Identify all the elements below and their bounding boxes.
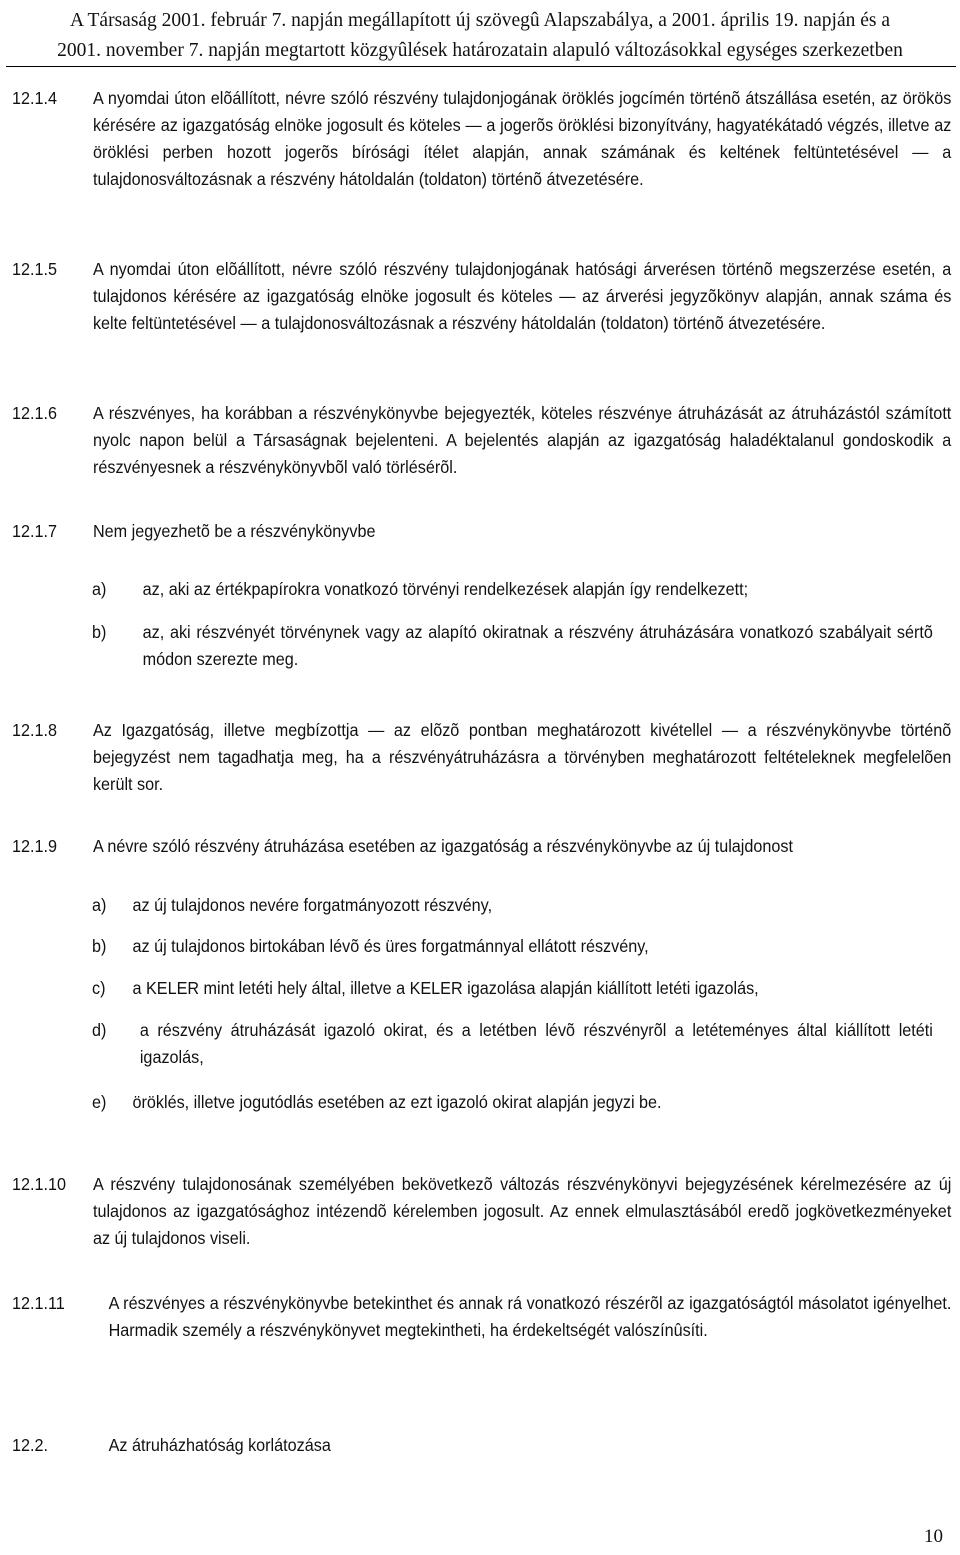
section-12-1-4 [12,85,951,193]
section-12-1-10 [12,1171,951,1252]
section-12-2 [12,1432,951,1459]
section-number: 12.1.4 [12,88,58,108]
section-number: 12.1.9 [12,836,58,856]
section-12-1-9 [12,833,951,860]
section-number: 12.1.6 [12,403,58,423]
section-text: Az Igazgatóság, illetve megbízottja — az elõzõ pontban meghatározott kivétellel — a részvénykönyvbe történõ bejegyzést nem tagadhatja meg, ha a részvényátruházásra a törvényben meghatározott feltételeknek megfelelõen került sor. [92,720,952,794]
section-number: 12.1.7 [12,521,58,541]
list-item [92,1017,933,1071]
section-number: 12.2. [12,1435,49,1455]
list-item-text: az, aki részvényét törvénynek vagy az alapító okiratnak a részvény átruházására vonatkozó szabályait sértõ módon szerezte meg. [142,622,933,669]
section-12-1-6 [12,400,951,481]
section-text: Nem jegyezhetõ be a részvénykönyvbe [92,521,376,541]
section-number: 12.1.8 [12,720,58,740]
list-item [92,1089,933,1116]
list-item-text: az új tulajdonos nevére forgatmányozott részvény, [132,895,493,915]
list-item-label: a) [92,579,107,599]
list-item-text: a KELER mint letéti hely által, illetve a KELER igazolása alapján kiállított letéti igazolás, [132,978,759,998]
list-item-label: c) [92,978,106,998]
section-number: 12.1.11 [12,1293,65,1313]
header-line-2: 2001. november 7. napján megtartott közgyûlések határozatain alapuló változásokkal egységes szerkezetben [57,40,903,61]
list-item-text: az új tulajdonos birtokában lévõ és üres forgatmánnyal ellátott részvény, [132,936,649,956]
header-line-1: A Társaság 2001. február 7. napján megállapított új szövegû Alapszabálya, a 2001. április 19. napján és a [69,10,891,31]
list-item [92,933,933,960]
section-text: A nyomdai úton elõállított, névre szóló részvény tulajdonjogának hatósági árverésen történõ megszerzése esetén, a tulajdonos kérésére az igazgatóság elnöke jogosult és köteles — az árverési jegyzõkönyv alapján, annak száma és kelte feltüntetésével — a tulajdonosváltozásnak a részvény hátoldalán (toldaton) történõ átvezetésére. [92,259,952,333]
list-item-label: e) [92,1092,107,1112]
section-12-1-11 [12,1290,951,1344]
list-item-text: az, aki az értékpapírokra vonatkozó törvényi rendelkezések alapján így rendelkezett; [142,579,749,599]
list-item-label: b) [92,622,107,642]
section-number: 12.1.5 [12,259,58,279]
section-12-1-8 [12,717,951,798]
list-item [92,576,933,603]
section-12-1-7 [12,518,951,545]
section-heading: Az átruházhatóság korlátozása [108,1435,331,1455]
list-item [92,619,933,673]
section-number: 12.1.10 [12,1174,67,1194]
list-item-label: a) [92,895,107,915]
section-text: A részvény tulajdonosának személyében bekövetkezõ változás részvénykönyvi bejegyzésének kérelmezésére az új tulajdonos az igazgatósághoz intézendõ kérelemben jogosult. Az ennek elmulasztásából eredõ jogkövetkezményeket az új tulajdonos viseli. [92,1174,952,1248]
list-item [92,975,933,1002]
list-item-text: a részvény átruházását igazoló okirat, és a letétben lévõ részvényrõl a letéteményes által kiállított letéti igazolás, [139,1020,933,1067]
list-item-label: d) [92,1020,107,1040]
section-12-1-5 [12,256,951,337]
section-text: A névre szóló részvény átruházása esetében az igazgatóság a részvénykönyvbe az új tulajdonost [92,836,793,856]
list-item-label: b) [92,936,107,956]
page-number: 10 [924,1526,943,1547]
section-text: A nyomdai úton elõállított, névre szóló részvény tulajdonjogának öröklés jogcímén történõ átszállása esetén, az örökös kérésére az igazgatóság elnöke jogosult és köteles — a jogerõs öröklési bizonyítvány, hagyatékátadó végzés, illetve az öröklési perben hozott jogerõs bírósági ítélet alapján, annak számának és keltének feltüntetésével — a tulajdonosváltozásnak a részvény hátoldalán (toldaton) történõ átvezetésére. [92,88,952,189]
list-item [92,892,933,919]
section-text: A részvényes a részvénykönyvbe betekinthet és annak rá vonatkozó részérõl az igazgatóságtól másolatot igényelhet. Harmadik személy a részvénykönyvet megtekintheti, ha érdekeltségét valószínûsíti. [108,1293,952,1340]
section-text: A részvényes, ha korábban a részvénykönyvbe bejegyezték, köteles részvénye átruházását az átruházástól számított nyolc napon belül a Társaságnak bejelenteni. A bejelentés alapján az igazgatóság haladéktalanul gondoskodik a részvényesnek a részvénykönyvbõl való törlésérõl. [92,403,952,477]
list-item-text: öröklés, illetve jogutódlás esetében az ezt igazoló okirat alapján jegyzi be. [132,1092,662,1112]
header-divider [6,66,956,67]
page-header [0,6,960,66]
